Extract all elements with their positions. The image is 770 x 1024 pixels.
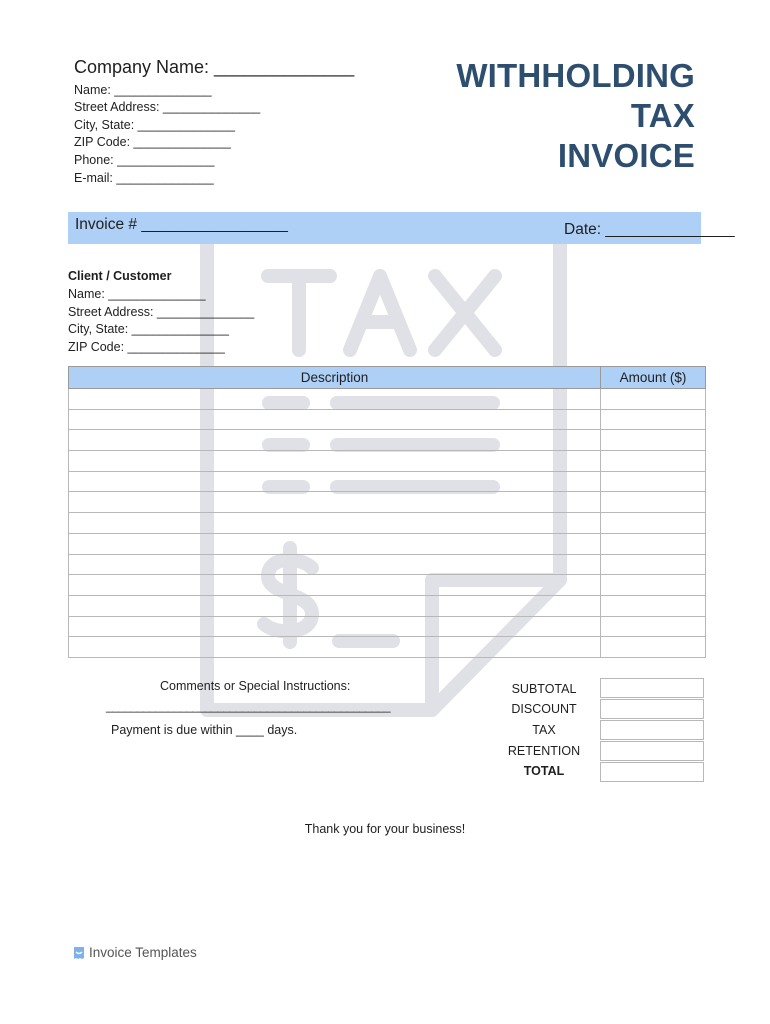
title-line-3: INVOICE — [557, 137, 695, 174]
discount-input[interactable] — [600, 699, 704, 719]
description-cell[interactable] — [69, 575, 601, 596]
amount-cell[interactable] — [601, 533, 706, 554]
sender-name-field[interactable]: Name: ______________ — [74, 83, 212, 97]
retention-input[interactable] — [600, 741, 704, 761]
client-name-field[interactable]: Name: ______________ — [68, 287, 206, 301]
amount-cell[interactable] — [601, 430, 706, 451]
description-cell[interactable] — [69, 595, 601, 616]
table-row — [69, 451, 706, 472]
line-items-table — [68, 366, 706, 658]
total-label: TOTAL — [523, 764, 565, 778]
table-row — [69, 554, 706, 575]
brand-logo — [73, 945, 197, 960]
amount-cell[interactable] — [601, 492, 706, 513]
description-cell[interactable] — [69, 451, 601, 472]
table-row — [69, 513, 706, 534]
client-heading: Client / Customer — [68, 269, 172, 283]
description-cell[interactable] — [69, 409, 601, 430]
amount-cell[interactable] — [601, 595, 706, 616]
amount-cell[interactable] — [601, 513, 706, 534]
sender-city-state-field[interactable]: City, State: ______________ — [74, 118, 236, 132]
sender-email-field[interactable]: E-mail: ______________ — [74, 171, 214, 185]
client-zip-field[interactable]: ZIP Code: ______________ — [68, 340, 225, 354]
table-row — [69, 389, 706, 410]
amount-cell[interactable] — [601, 409, 706, 430]
brand-name: Invoice Templates — [89, 945, 197, 960]
total-input[interactable] — [600, 762, 704, 782]
amount-cell[interactable] — [601, 575, 706, 596]
description-cell[interactable] — [69, 637, 601, 658]
title-line-1: WITHHOLDING — [456, 57, 695, 94]
table-row — [69, 409, 706, 430]
amount-cell[interactable] — [601, 389, 706, 410]
description-cell[interactable] — [69, 616, 601, 637]
description-cell[interactable] — [69, 430, 601, 451]
table-row — [69, 471, 706, 492]
invoice-document-icon — [73, 946, 85, 960]
company-name-field[interactable]: Company Name: ______________ — [74, 57, 355, 77]
subtotal-label: SUBTOTAL — [511, 682, 577, 696]
amount-cell[interactable] — [601, 616, 706, 637]
table-row — [69, 430, 706, 451]
amount-cell[interactable] — [601, 637, 706, 658]
comments-input-line[interactable]: ______________________________________________ — [106, 699, 390, 713]
amount-header: Amount ($) — [601, 367, 706, 389]
description-cell[interactable] — [69, 492, 601, 513]
table-header-row — [69, 367, 706, 389]
tax-label: TAX — [532, 723, 556, 737]
description-cell[interactable] — [69, 554, 601, 575]
table-row — [69, 637, 706, 658]
document-title — [456, 56, 695, 176]
sender-zip-field[interactable]: ZIP Code: ______________ — [74, 135, 231, 149]
thank-you-note: Thank you for your business! — [304, 822, 466, 836]
amount-cell[interactable] — [601, 451, 706, 472]
tax-input[interactable] — [600, 720, 704, 740]
amount-cell[interactable] — [601, 554, 706, 575]
line-items-body — [69, 389, 706, 658]
table-row — [69, 575, 706, 596]
sender-phone-field[interactable]: Phone: ______________ — [74, 153, 215, 167]
description-cell[interactable] — [69, 533, 601, 554]
title-line-2: TAX — [630, 97, 695, 134]
amount-cell[interactable] — [601, 471, 706, 492]
description-cell[interactable] — [69, 471, 601, 492]
discount-label: DISCOUNT — [511, 702, 577, 716]
client-street-field[interactable]: Street Address: ______________ — [68, 305, 255, 319]
comments-label: Comments or Special Instructions: — [160, 679, 351, 693]
description-cell[interactable] — [69, 513, 601, 534]
retention-label: RETENTION — [507, 744, 581, 758]
invoice-date-field[interactable]: Date: _______________ — [564, 221, 735, 238]
subtotal-input[interactable] — [600, 678, 704, 698]
description-cell[interactable] — [69, 389, 601, 410]
payment-terms-field[interactable]: Payment is due within ____ days. — [111, 723, 298, 737]
table-row — [69, 616, 706, 637]
table-row — [69, 595, 706, 616]
sender-street-field[interactable]: Street Address: ______________ — [74, 100, 261, 114]
description-header: Description — [69, 367, 601, 389]
table-row — [69, 533, 706, 554]
table-row — [69, 492, 706, 513]
invoice-number-field[interactable]: Invoice # _________________ — [75, 216, 288, 233]
client-city-state-field[interactable]: City, State: ______________ — [68, 322, 230, 336]
